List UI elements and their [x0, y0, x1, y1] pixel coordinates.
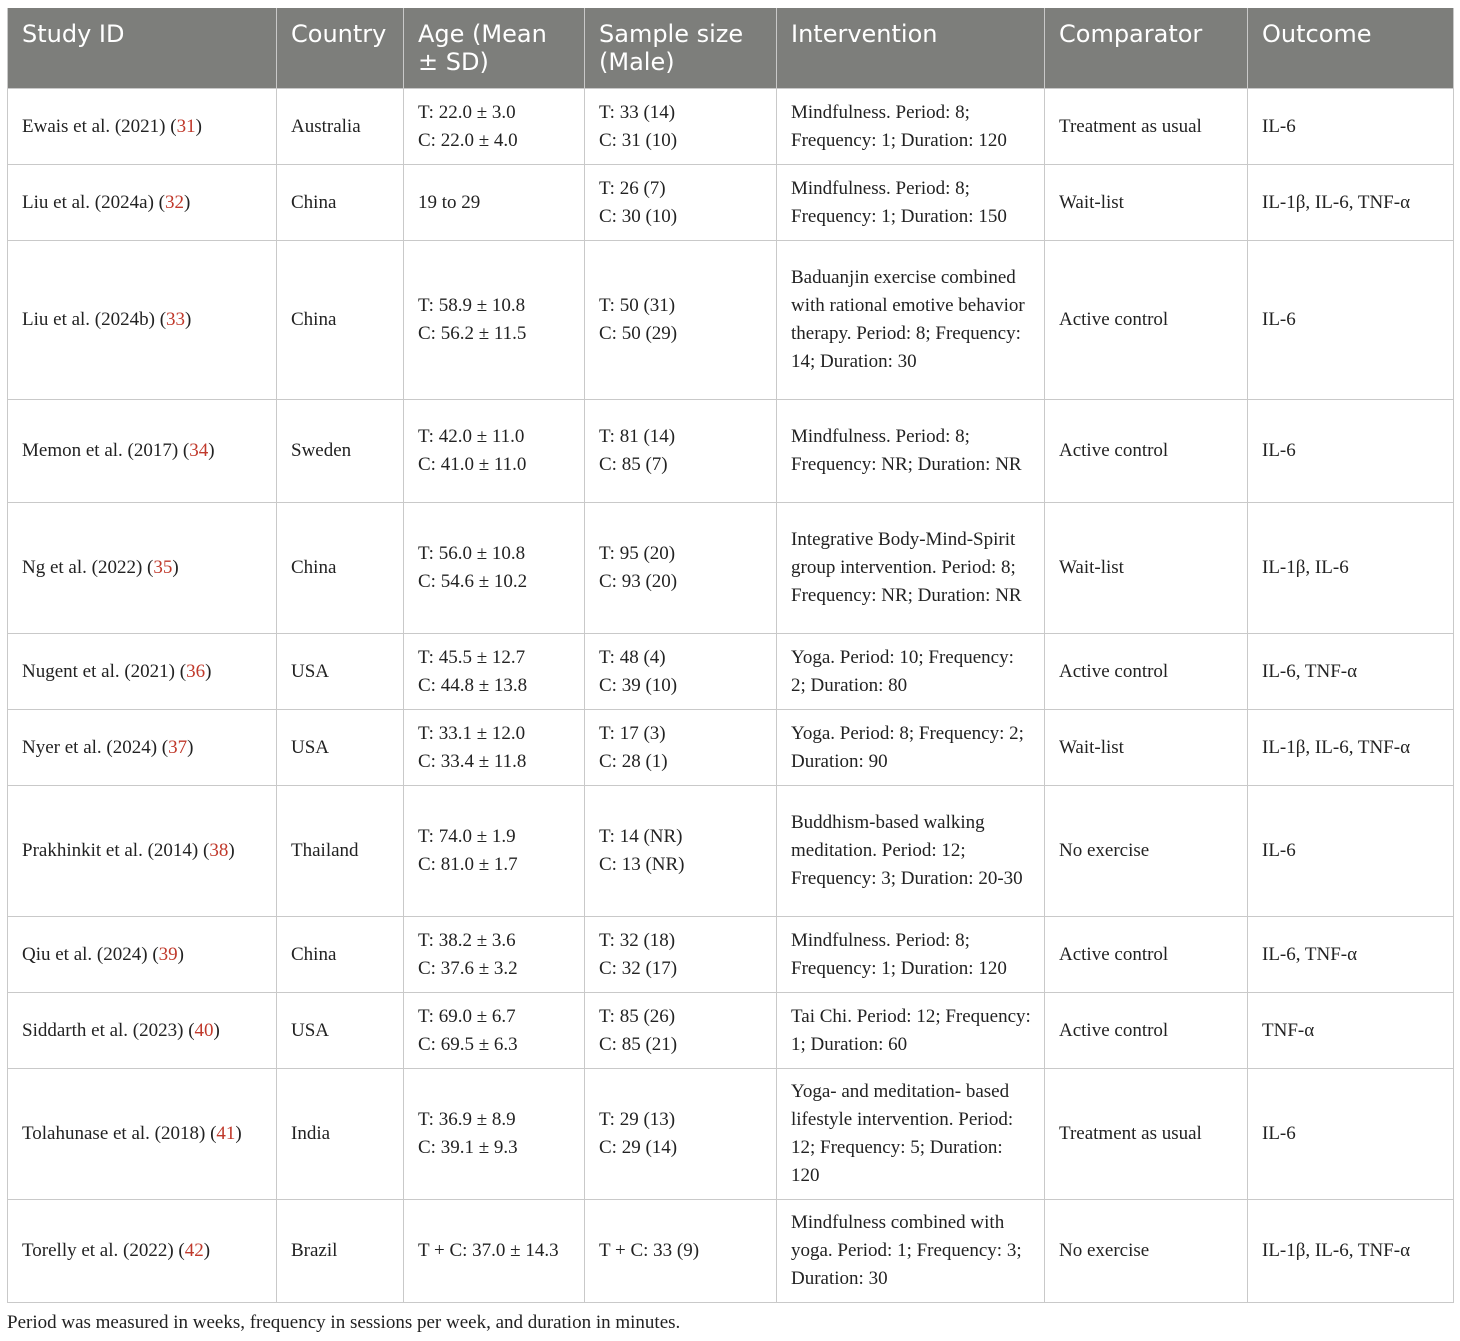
reference-link[interactable]: 32 — [164, 191, 184, 213]
cell-outcome: TNF-α — [1248, 993, 1454, 1069]
cell-country: USA — [277, 710, 404, 786]
reference-link[interactable]: 33 — [166, 309, 186, 330]
reference-link[interactable]: 40 — [194, 1019, 214, 1041]
sample-line: C: 85 (7) — [599, 454, 668, 475]
cell-outcome: IL-1β, IL-6, TNF-α — [1248, 710, 1454, 786]
table-row — [8, 917, 1454, 993]
closing-paren: ) — [185, 309, 192, 330]
sample-line: T: 17 (3) — [599, 722, 666, 744]
cell-country: Brazil — [277, 1200, 404, 1303]
sample-line: T: 85 (26) — [599, 1005, 676, 1027]
sample-line: T: 48 (4) — [599, 646, 666, 668]
age-line: T: 69.0 ± 6.7 — [418, 1005, 516, 1027]
cell-study-id — [8, 786, 277, 917]
closing-paren: ) — [177, 943, 184, 965]
cell-age — [404, 993, 585, 1069]
cell-comparator: Active control — [1045, 993, 1248, 1069]
cell-intervention: Mindfulness. Period: 8; Frequency: 1; Duration: 120 — [777, 89, 1045, 165]
cell-comparator: No exercise — [1045, 1200, 1248, 1303]
cell-intervention: Baduanjin exercise combined with rational emotive behavior therapy. Period: 8; Frequency: 14; Duration: 30 — [777, 241, 1045, 400]
sample-line: T: 95 (20) — [599, 543, 676, 564]
study-characteristics-table — [7, 8, 1454, 1303]
table-header — [8, 8, 1454, 89]
reference-link[interactable]: 41 — [216, 1123, 236, 1144]
reference-link[interactable]: 34 — [189, 440, 209, 461]
cell-study-id — [8, 634, 277, 710]
table-row — [8, 993, 1454, 1069]
cell-intervention: Mindfulness. Period: 8; Frequency: NR; Duration: NR — [777, 400, 1045, 503]
header-row — [8, 8, 1454, 89]
reference-link[interactable]: 37 — [168, 736, 188, 758]
cell-comparator: Active control — [1045, 917, 1248, 993]
sample-line: C: 28 (1) — [599, 750, 668, 772]
cell-intervention: Integrative Body-Mind-Spirit group intervention. Period: 8; Frequency: NR; Duration: NR — [777, 503, 1045, 634]
cell-study-id — [8, 503, 277, 634]
age-line: T: 56.0 ± 10.8 — [418, 543, 526, 564]
reference-link[interactable]: 38 — [209, 840, 229, 861]
table-row — [8, 400, 1454, 503]
cell-sample-size — [585, 1069, 777, 1200]
sample-line: T: 14 (NR) — [599, 826, 683, 847]
age-line: C: 22.0 ± 4.0 — [418, 129, 518, 151]
cell-study-id — [8, 1069, 277, 1200]
closing-paren: ) — [183, 191, 191, 213]
cell-country: USA — [277, 634, 404, 710]
closing-paren: ) — [228, 840, 235, 861]
cell-intervention: Yoga- and meditation- based lifestyle intervention. Period: 12; Frequency: 5; Duration: 120 — [777, 1069, 1045, 1200]
cell-comparator: Treatment as usual — [1045, 1069, 1248, 1200]
cell-study-id — [8, 917, 277, 993]
sample-line: T: 33 (14) — [599, 101, 676, 123]
table-row — [8, 710, 1454, 786]
sample-line: C: 13 (NR) — [599, 854, 685, 875]
closing-paren: ) — [235, 1123, 242, 1144]
cell-intervention: Yoga. Period: 8; Frequency: 2; Duration: 90 — [777, 710, 1045, 786]
age-line: C: 56.2 ± 11.5 — [418, 323, 527, 344]
cell-sample-size — [585, 710, 777, 786]
cell-age — [404, 786, 585, 917]
cell-study-id — [8, 89, 277, 165]
age-line: T: 38.2 ± 3.6 — [418, 929, 516, 951]
cell-age — [404, 400, 585, 503]
closing-paren: ) — [208, 440, 215, 461]
cell-outcome: IL-6 — [1248, 786, 1454, 917]
cell-study-id — [8, 1200, 277, 1303]
cell-comparator: Wait-list — [1045, 503, 1248, 634]
cell-country: China — [277, 241, 404, 400]
cell-age — [404, 89, 585, 165]
age-line: T: 42.0 ± 11.0 — [418, 426, 525, 447]
table-row — [8, 786, 1454, 917]
header-comparator: Comparator — [1045, 8, 1248, 89]
study-name: Nyer et al. (2024) ( — [22, 736, 169, 758]
age-line: C: 44.8 ± 13.8 — [418, 674, 528, 696]
cell-intervention: Buddhism-based walking meditation. Period: 12; Frequency: 3; Duration: 20-30 — [777, 786, 1045, 917]
study-name: Siddarth et al. (2023) ( — [22, 1019, 195, 1041]
sample-line: C: 50 (29) — [599, 323, 678, 344]
age-line: C: 69.5 ± 6.3 — [418, 1033, 518, 1055]
cell-study-id — [8, 241, 277, 400]
age-line: C: 39.1 ± 9.3 — [418, 1137, 518, 1158]
age-line: 19 to 29 — [418, 191, 481, 213]
table-row — [8, 165, 1454, 241]
cell-sample-size — [585, 241, 777, 400]
cell-intervention: Mindfulness combined with yoga. Period: 1; Frequency: 3; Duration: 30 — [777, 1200, 1045, 1303]
study-name: Tolahunase et al. (2018) ( — [22, 1123, 217, 1144]
age-line: T: 74.0 ± 1.9 — [418, 826, 516, 847]
cell-age — [404, 241, 585, 400]
cell-outcome: IL-6 — [1248, 89, 1454, 165]
study-name: Torelly et al. (2022) ( — [22, 1240, 185, 1261]
cell-outcome: IL-6 — [1248, 1069, 1454, 1200]
sample-line: C: 93 (20) — [599, 571, 678, 592]
table-footnote: Period was measured in weeks, frequency in sessions per week, and duration in minutes. — [7, 1312, 681, 1333]
age-line: T: 58.9 ± 10.8 — [418, 295, 526, 316]
cell-country: USA — [277, 993, 404, 1069]
cell-age — [404, 165, 585, 241]
closing-paren: ) — [195, 115, 202, 137]
age-line: T: 33.1 ± 12.0 — [418, 722, 526, 744]
table-row — [8, 89, 1454, 165]
cell-outcome: IL-1β, IL-6, TNF-α — [1248, 165, 1454, 241]
cell-comparator: Wait-list — [1045, 165, 1248, 241]
sample-line: C: 31 (10) — [599, 129, 678, 151]
cell-sample-size — [585, 786, 777, 917]
study-name: Prakhinkit et al. (2014) ( — [22, 840, 210, 861]
cell-comparator: Active control — [1045, 400, 1248, 503]
closing-paren: ) — [172, 557, 179, 578]
study-name: Liu et al. (2024b) ( — [22, 309, 167, 330]
cell-intervention: Mindfulness. Period: 8; Frequency: 1; Duration: 120 — [777, 917, 1045, 993]
sample-line: T + C: 33 (9) — [599, 1240, 700, 1261]
cell-sample-size — [585, 400, 777, 503]
study-name: Liu et al. (2024a) ( — [22, 191, 165, 213]
age-line: C: 81.0 ± 1.7 — [418, 854, 518, 875]
study-name: Ng et al. (2022) ( — [22, 557, 154, 578]
table-row — [8, 634, 1454, 710]
cell-country: Australia — [277, 89, 404, 165]
cell-age — [404, 1069, 585, 1200]
closing-paren: ) — [203, 1240, 211, 1261]
cell-age — [404, 634, 585, 710]
cell-comparator: No exercise — [1045, 786, 1248, 917]
study-name: Nugent et al. (2021) ( — [22, 660, 187, 682]
study-name: Ewais et al. (2021) ( — [22, 115, 177, 137]
cell-outcome: IL-6, TNF-α — [1248, 634, 1454, 710]
cell-age — [404, 1200, 585, 1303]
header-outcome: Outcome — [1248, 8, 1454, 89]
sample-line: T: 32 (18) — [599, 929, 676, 951]
age-line: T: 22.0 ± 3.0 — [418, 101, 516, 123]
age-line: T + C: 37.0 ± 14.3 — [418, 1240, 559, 1261]
reference-link[interactable]: 42 — [184, 1240, 204, 1261]
cell-outcome: IL-6 — [1248, 241, 1454, 400]
sample-line: C: 85 (21) — [599, 1033, 678, 1055]
cell-study-id — [8, 400, 277, 503]
cell-intervention: Tai Chi. Period: 12; Frequency: 1; Duration: 60 — [777, 993, 1045, 1069]
closing-paren: ) — [187, 736, 194, 758]
cell-country: China — [277, 917, 404, 993]
table-row — [8, 503, 1454, 634]
age-line: T: 45.5 ± 12.7 — [418, 646, 526, 668]
cell-study-id — [8, 993, 277, 1069]
cell-study-id — [8, 710, 277, 786]
header-intervention: Intervention — [777, 8, 1045, 89]
header-country: Country — [277, 8, 404, 89]
reference-link[interactable]: 31 — [176, 115, 196, 137]
sample-line: T: 26 (7) — [599, 177, 666, 199]
cell-country: Thailand — [277, 786, 404, 917]
cell-country: Sweden — [277, 400, 404, 503]
sample-line: C: 32 (17) — [599, 957, 678, 979]
sample-line: C: 29 (14) — [599, 1137, 678, 1158]
table-body — [8, 89, 1454, 1303]
cell-outcome: IL-6 — [1248, 400, 1454, 503]
age-line: C: 41.0 ± 11.0 — [418, 454, 527, 475]
study-table-container — [7, 8, 1453, 1303]
cell-sample-size — [585, 993, 777, 1069]
sample-line: T: 50 (31) — [599, 295, 676, 316]
sample-line: T: 81 (14) — [599, 426, 676, 447]
study-name: Memon et al. (2017) ( — [22, 440, 190, 461]
reference-link[interactable]: 36 — [186, 660, 206, 682]
sample-line: C: 30 (10) — [599, 205, 678, 227]
cell-country: China — [277, 503, 404, 634]
age-line: C: 37.6 ± 3.2 — [418, 957, 518, 979]
cell-country: India — [277, 1069, 404, 1200]
cell-sample-size — [585, 634, 777, 710]
age-line: C: 54.6 ± 10.2 — [418, 571, 528, 592]
age-line: C: 33.4 ± 11.8 — [418, 750, 527, 772]
closing-paren: ) — [205, 660, 212, 682]
table-row — [8, 1069, 1454, 1200]
reference-link[interactable]: 35 — [153, 557, 173, 578]
age-line: T: 36.9 ± 8.9 — [418, 1109, 516, 1130]
cell-outcome: IL-6, TNF-α — [1248, 917, 1454, 993]
cell-sample-size — [585, 1200, 777, 1303]
cell-comparator: Treatment as usual — [1045, 89, 1248, 165]
sample-line: T: 29 (13) — [599, 1109, 676, 1130]
cell-outcome: IL-1β, IL-6 — [1248, 503, 1454, 634]
cell-age — [404, 917, 585, 993]
table-row — [8, 1200, 1454, 1303]
table-row — [8, 241, 1454, 400]
reference-link[interactable]: 39 — [158, 943, 178, 965]
cell-study-id — [8, 165, 277, 241]
cell-age — [404, 503, 585, 634]
cell-country: China — [277, 165, 404, 241]
cell-sample-size — [585, 89, 777, 165]
cell-sample-size — [585, 503, 777, 634]
sample-line: C: 39 (10) — [599, 674, 678, 696]
cell-sample-size — [585, 917, 777, 993]
study-name: Qiu et al. (2024) ( — [22, 943, 159, 965]
header-age: Age (Mean ± SD) — [404, 8, 585, 89]
cell-intervention: Yoga. Period: 10; Frequency: 2; Duration: 80 — [777, 634, 1045, 710]
header-study-id: Study ID — [8, 8, 277, 89]
cell-comparator: Active control — [1045, 634, 1248, 710]
cell-sample-size — [585, 165, 777, 241]
cell-intervention: Mindfulness. Period: 8; Frequency: 1; Duration: 150 — [777, 165, 1045, 241]
cell-comparator: Wait-list — [1045, 710, 1248, 786]
cell-comparator: Active control — [1045, 241, 1248, 400]
cell-outcome: IL-1β, IL-6, TNF-α — [1248, 1200, 1454, 1303]
closing-paren: ) — [213, 1019, 220, 1041]
header-sample-size: Sample size (Male) — [585, 8, 777, 89]
cell-age — [404, 710, 585, 786]
